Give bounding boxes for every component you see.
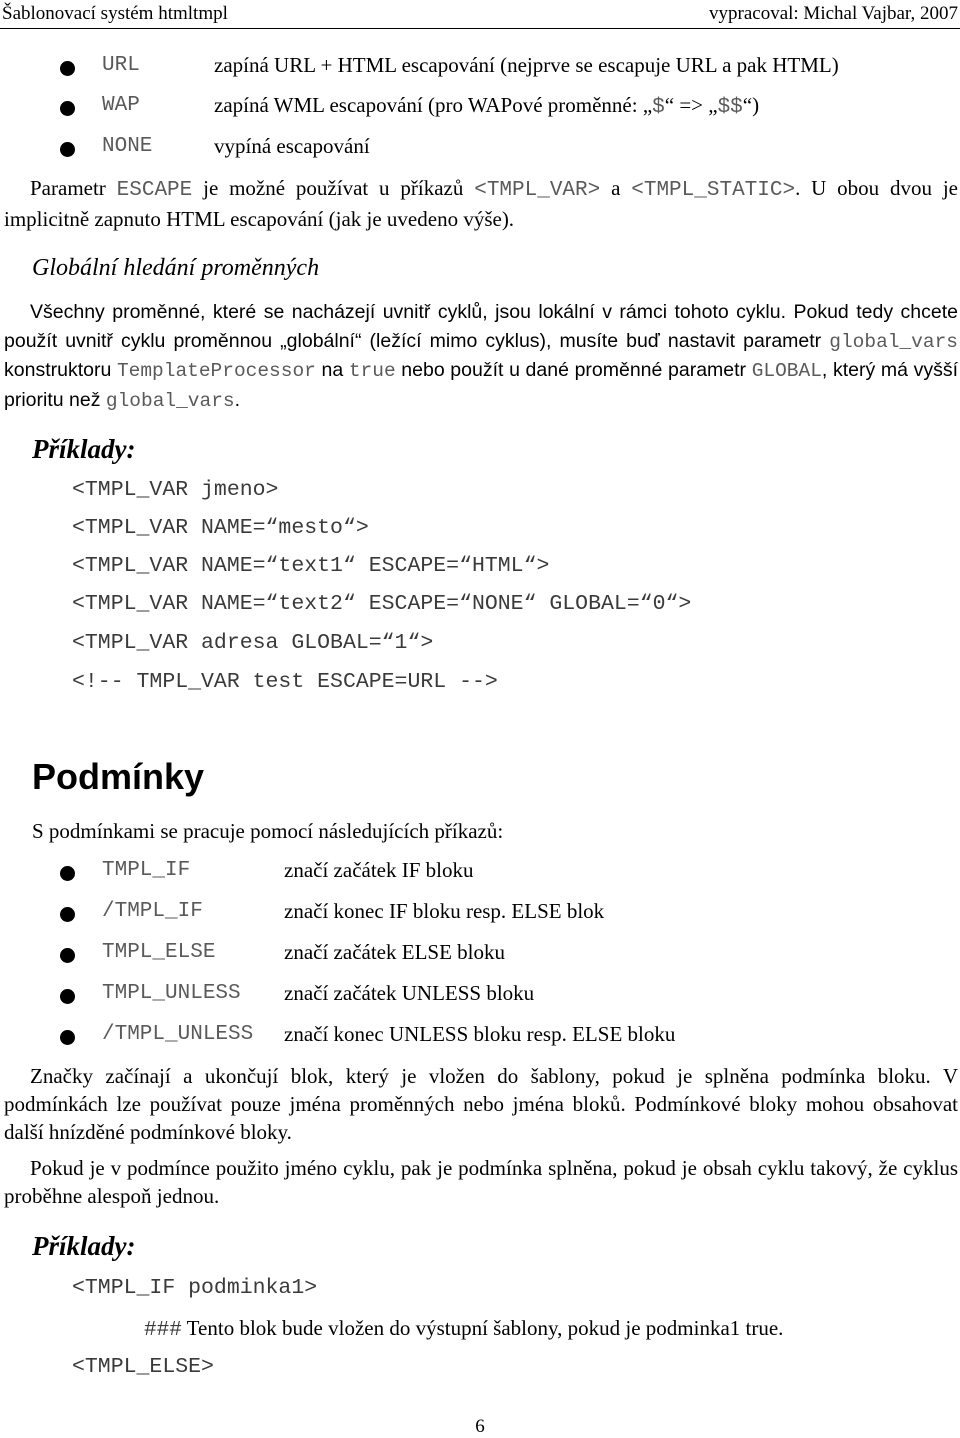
bullet-icon [60, 948, 75, 963]
command-code: /TMPL_IF [102, 900, 203, 923]
option-description: zapíná WML escapování (pro WAPové proměnné: „$“ => „$$“) [214, 93, 760, 119]
escape-paragraph: Parametr ESCAPE je možné používat u příkazů <TMPL_VAR> a <TMPL_STATIC>. U obou dvou je implicitně zapnuto HTML escapování (jak je uvedeno výše). [4, 176, 958, 231]
code-line: <TMPL_VAR jmeno> [72, 478, 279, 502]
conditions-paragraph: Značky začínají a ukončují blok, který je vložen do šablony, pokud je splněna podmínka bloku. V podmínkách lze používat pouze jména proměnných nebo jména bloků. Podmínkové bloky mohou obsahovat další hnízděné podmínkové bloky. [4, 1064, 958, 1144]
bullet-icon [60, 1030, 75, 1045]
examples-heading: Příklady: [32, 434, 136, 464]
code-line: <TMPL_ELSE> [72, 1355, 214, 1379]
option-description: zapíná URL + HTML escapování (nejprve se escapuje URL a pak HTML) [214, 53, 839, 77]
code-line: <TMPL_VAR NAME=“text1“ ESCAPE=“HTML“> [72, 554, 550, 578]
examples-heading: Příklady: [32, 1231, 136, 1261]
conditions-paragraph: Pokud je v podmínce použito jméno cyklu, pak je podmínka splněna, pokud je obsah cyklu takový, že cyklus proběhne alespoň jednou. [4, 1156, 958, 1208]
option-description: vypíná escapování [214, 134, 370, 158]
bullet-icon [60, 989, 75, 1004]
command-description: značí začátek IF bloku [284, 858, 474, 882]
page-header [0, 0, 960, 28]
command-code: /TMPL_UNLESS [102, 1023, 254, 1046]
header-author: vypracoval: Michal Vajbar, 2007 [709, 3, 958, 24]
section-title: Podmínky [32, 756, 205, 797]
bullet-icon [60, 142, 75, 157]
code-line: <TMPL_VAR adresa GLOBAL=“1“> [72, 631, 434, 655]
code-line: <TMPL_IF podminka1> [72, 1276, 318, 1300]
page-number: 6 [475, 1416, 485, 1437]
command-description: značí začátek ELSE bloku [284, 940, 505, 964]
command-code: TMPL_ELSE [102, 941, 216, 964]
command-description: značí konec IF bloku resp. ELSE blok [284, 899, 605, 923]
bullet-icon [60, 101, 75, 116]
global-paragraph: Všechny proměnné, které se nacházejí uvnitř cyklů, jsou lokální v rámci tohoto cyklu. Pokud tedy chcete použít uvnitř cyklu proměnnou „globální“ (ležící mimo cyklus), musíte buď nastavit parametr global_vars konstruktoru TemplateProcessor na true nebo použít u dané proměnné parametr GLOBAL, který má vyšší prioritu než global_vars. [4, 301, 958, 412]
code-comment-line: ### Tento blok bude vložen do výstupní šablony, pokud je podminka1 true. [144, 1316, 784, 1342]
section-heading: Globální hledání proměnných [32, 255, 320, 281]
option-code: URL [102, 54, 140, 77]
command-code: TMPL_UNLESS [102, 982, 241, 1005]
bullet-icon [60, 61, 75, 76]
conditions-intro: S podmínkami se pracuje pomocí následujících příkazů: [32, 819, 504, 843]
header-rule [0, 28, 960, 29]
code-line: <TMPL_VAR NAME=“text2“ ESCAPE=“NONE“ GLOBAL=“0“> [72, 592, 692, 616]
bullet-icon [60, 907, 75, 922]
code-line: <!-- TMPL_VAR test ESCAPE=URL --> [72, 670, 498, 694]
header-title: Šablonovací systém htmltmpl [2, 3, 228, 24]
option-code: WAP [102, 94, 140, 117]
code-line: <TMPL_VAR NAME=“mesto“> [72, 516, 369, 540]
command-description: značí začátek UNLESS bloku [284, 981, 535, 1005]
option-code: NONE [102, 135, 153, 158]
command-code: TMPL_IF [102, 859, 191, 882]
bullet-icon [60, 866, 75, 881]
command-description: značí konec UNLESS bloku resp. ELSE bloku [284, 1022, 676, 1046]
